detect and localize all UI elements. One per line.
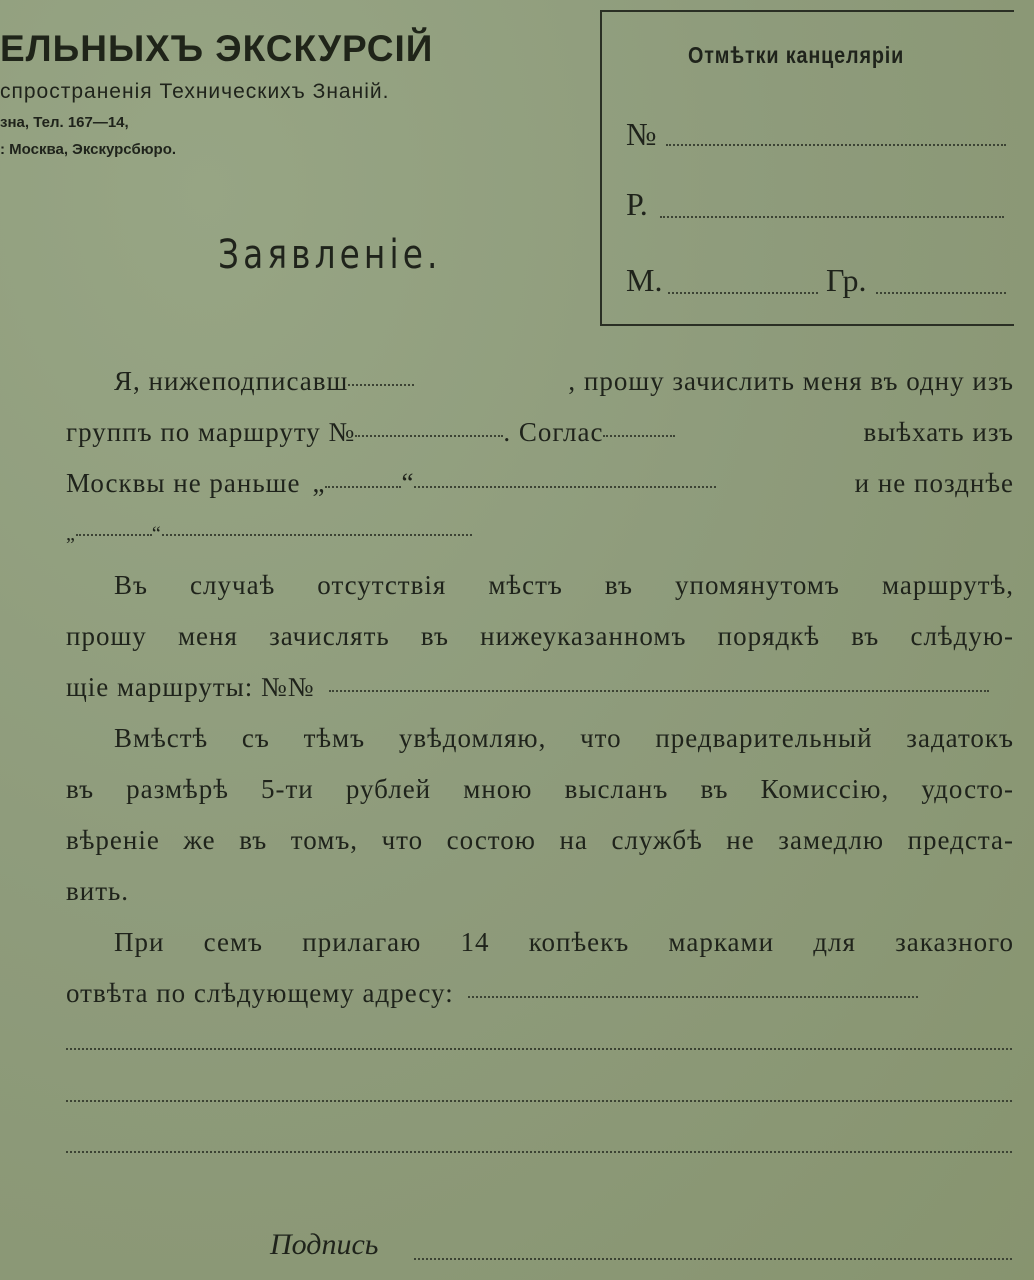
p3-line-4: вить. <box>66 876 130 906</box>
office-gr-field[interactable] <box>876 292 1006 294</box>
p1-text-2: , прошу зачислить меня въ одну изъ <box>568 366 1014 396</box>
signature-field[interactable] <box>414 1258 1012 1260</box>
header-subtitle: спространенія Техническихъ Знаній. <box>0 80 390 103</box>
address-field-2[interactable] <box>66 1048 1012 1050</box>
p2-line-1: Въ случаѣ отсутствія мѣстъ въ упомянутомъ маршрутѣ, <box>114 570 1014 600</box>
office-m-field[interactable] <box>668 292 818 294</box>
p1-text-7: и не позднѣе <box>854 468 1014 498</box>
address-field-4[interactable] <box>66 1151 1012 1153</box>
p3-line-3: вѣреніе же въ томъ, что состою на службѣ не замедлю предста- <box>66 825 1014 855</box>
earliest-month-field[interactable] <box>414 486 716 488</box>
office-marks-box <box>600 10 1014 326</box>
latest-day-field[interactable] <box>76 534 152 536</box>
p4-line-2: отвѣта по слѣдующему адресу: <box>66 978 454 1008</box>
paragraph-alternative-routes <box>66 560 1014 713</box>
paragraph-stamps <box>66 917 1014 1019</box>
close-quote-2: “ <box>151 523 162 545</box>
office-number-field[interactable] <box>666 144 1006 146</box>
p2-line-3: щіе маршруты: №№ <box>66 672 315 702</box>
p1-text-4: . Соглас <box>503 417 604 447</box>
close-quote: “ <box>401 468 415 498</box>
paragraph-request <box>66 356 1014 560</box>
paragraph-deposit <box>66 713 1014 917</box>
office-gr-label: Гр. <box>826 262 867 298</box>
open-quote: „ <box>312 468 326 498</box>
document-title: Заявленіе. <box>218 232 442 278</box>
office-r-field[interactable] <box>660 216 1004 218</box>
address-field-3[interactable] <box>66 1100 1012 1102</box>
p4-line-1: При семъ прилагаю 14 копѣекъ марками для заказного <box>114 927 1014 957</box>
header-title: ЕЛЬНЫХЪ ЭКСКУРСІЙ <box>0 28 434 69</box>
header-cable-address: : Москва, Экскурсбюро. <box>0 141 177 158</box>
signature-label: Подпись <box>270 1228 379 1261</box>
p2-line-2: прошу меня зачислять въ нижеуказанномъ порядкѣ въ слѣдую- <box>66 621 1014 651</box>
p3-line-2: въ размѣрѣ 5-ти рублей мною высланъ въ Комиссію, удосто- <box>66 774 1014 804</box>
address-field-1[interactable] <box>468 996 918 998</box>
p1-text-6: Москвы не раньше <box>66 468 301 498</box>
p1-text-1: Я, нижеподписавш <box>114 366 349 396</box>
route-number-field[interactable] <box>355 435 503 437</box>
open-quote-2: „ <box>66 523 76 545</box>
agreement-ending-field[interactable] <box>603 435 675 437</box>
p3-line-1: Вмѣстѣ съ тѣмъ увѣдомляю, что предварительный задатокъ <box>114 723 1014 753</box>
office-m-label: М. <box>626 262 663 298</box>
office-r-label: Р. <box>626 186 648 222</box>
latest-month-field[interactable] <box>162 534 472 536</box>
p1-text-5: выѣхать изъ <box>863 417 1014 447</box>
office-marks-title: Отмѣтки канцеляріи <box>688 42 905 68</box>
alternative-routes-field[interactable] <box>329 690 989 692</box>
earliest-day-field[interactable] <box>325 486 401 488</box>
p1-text-3: группъ по маршруту № <box>66 417 356 447</box>
gender-ending-field[interactable] <box>348 384 414 386</box>
header-contact: зна, Тел. 167—14, <box>0 114 129 131</box>
office-number-label: № <box>626 116 657 152</box>
